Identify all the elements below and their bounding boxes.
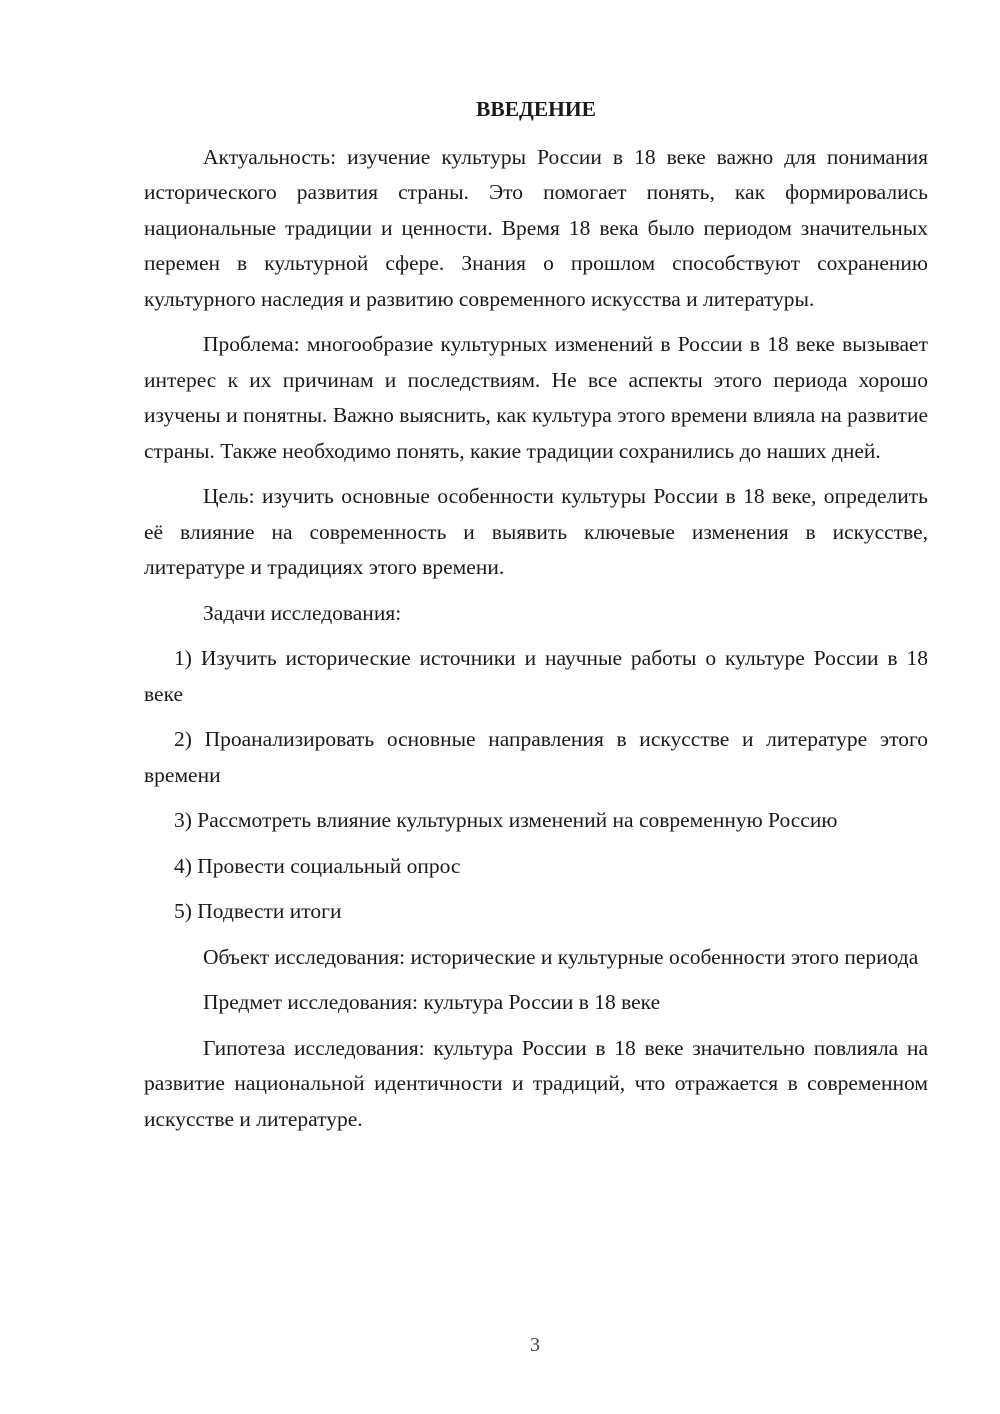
paragraph-relevance: Актуальность: изучение культуры России в 18 веке важно для понимания исторического развития страны. Это помогает понять, как формировались национальные традиции и ценности. Время 18 века было периодом значительных перемен в культурной сфере. Знания о прошлом способствуют сохранению культурного наследия и развитию современного искусства и литературы. [144,144,928,311]
task-item: 4) Провести социальный опрос [174,853,461,878]
section-title: ВВЕДЕНИЕ [476,97,596,121]
task-item: 5) Подвести итоги [174,899,342,923]
paragraph-object: Объект исследования: исторические и культурные особенности этого периода [203,944,919,969]
paragraph-problem: Проблема: многообразие культурных изменений в России в 18 веке вызывает интерес к их причинам и последствиям. Не все аспекты этого периода хорошо изучены и понятны. Важно выяснить, как культура этого времени влияла на развитие страны. Также необходимо понять, какие традиции сохранились до наших дней. [144,332,928,463]
tasks-heading: Задачи исследования: [203,600,402,625]
task-item: 3) Рассмотреть влияние культурных изменений на современную Россию [174,808,838,832]
task-item: 2) Проанализировать основные направления в искусстве и литературе этого времени [144,727,928,787]
paragraph-hypothesis: Гипотеза исследования: культура России в 18 веке значительно повлияла на развитие национальной идентичности и традиций, что отражается в современном искусстве и литературе. [144,1035,928,1131]
page-number: 3 [530,1334,540,1356]
document-page [144,92,928,1147]
paragraph-subject: Предмет исследования: культура России в 18 веке [203,990,661,1014]
task-item: 1) Изучить исторические источники и научные работы о культуре России в 18 веке [144,646,928,706]
paragraph-goal: Цель: изучить основные особенности культуры России в 18 веке, определить её влияние на современность и выявить ключевые изменения в искусстве, литературе и традициях этого времени. [144,484,928,579]
